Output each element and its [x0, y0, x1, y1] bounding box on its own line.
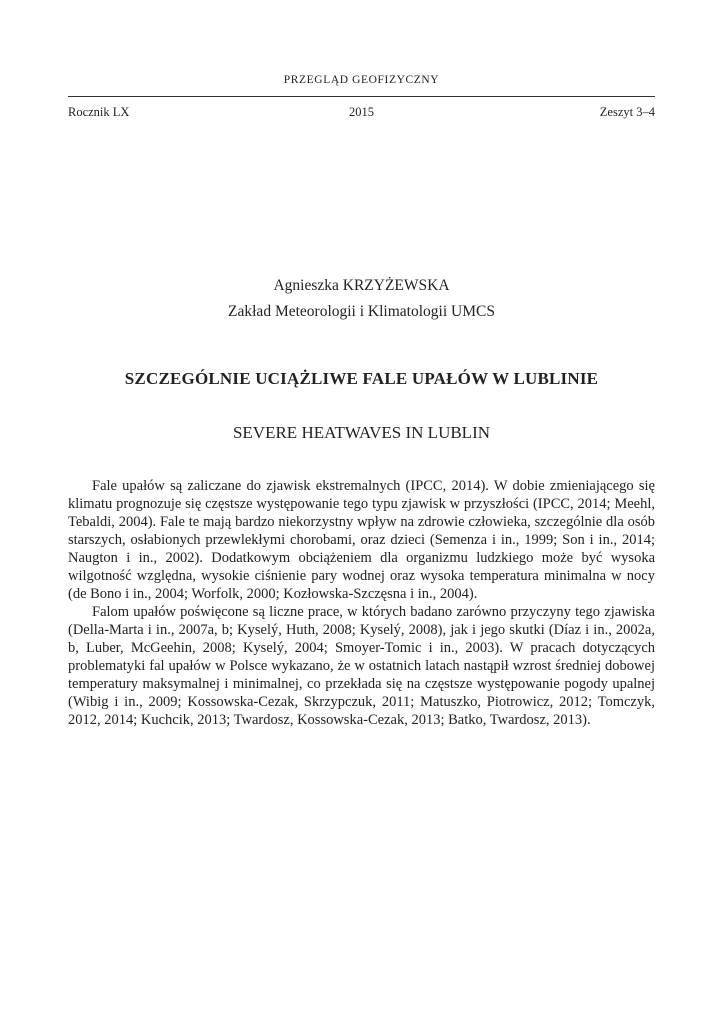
issue-label: Zeszyt 3–4 — [599, 105, 655, 119]
body-paragraph: Fale upałów są zaliczane do zjawisk ekstremalnych (IPCC, 2014). W dobie zmieniającego się klimatu prognozuje się częstsze występowanie tego typu zjawisk w przyszłości (IPCC, 2014; Meehl, Tebaldi, 2004). Fale te mają bardzo niekorzystny wpływ na zdrowie człowieka, szczególnie dla osób starszych, osłabionych przewlekłymi chorobami, oraz dzieci (Semenza i in., 1999; Son i in., 2014; Naugton i in., 2002). Dodatkowym obciążeniem dla organizmu ludzkiego może być wysoka wilgotność względna, wysokie ciśnienie pary wodnej oraz wysoka temperatura minimalna w nocy (de Bono i in., 2004; Worfolk, 2000; Kozłowska-Szczęsna i in., 2004). — [68, 478, 655, 602]
author-affiliation: Zakład Meteorologii i Klimatologii UMCS — [228, 303, 495, 320]
journal-title: PRZEGLĄD GEOFIZYCZNY — [283, 74, 440, 86]
article-title-english: SEVERE HEATWAVES IN LUBLIN — [232, 423, 491, 442]
year-label: 2015 — [349, 105, 374, 119]
article-title-polish: SZCZEGÓLNIE UCIĄŻLIWE FALE UPAŁÓW W LUBLINIE — [124, 369, 599, 388]
article-body — [68, 477, 655, 729]
body-paragraph: Falom upałów poświęcone są liczne prace, w których badano zarówno przyczyny tego zjawiska (Della-Marta i in., 2007a, b; Kyselý, Huth, 2008; Kyselý, 2008), jak i jego skutki (Díaz i in., 2002a, b, Luber, McGeehin, 2008; Kyselý, 2004; Smoyer-Tomic i in., 2003). W pracach dotyczących problematyki fal upałów w Polsce wykazano, że w ostatnich latach nastąpił wzrost średniej dobowej temperatury maksymalnej i minimalnej, co przekłada się na częstsze występowanie pogody upalnej (Wibig i in., 2009; Kossowska-Cezak, Skrzypczuk, 2011; Matuszko, Piotrowicz, 2012; Tomczyk, 2012, 2014; Kuchcik, 2013; Twardosz, Kossowska-Cezak, 2013; Batko, Twardosz, 2013). — [68, 604, 655, 728]
volume-label: Rocznik LX — [68, 105, 130, 119]
header-rule — [68, 96, 655, 97]
author-name: Agnieszka KRZYŻEWSKA — [273, 277, 450, 294]
